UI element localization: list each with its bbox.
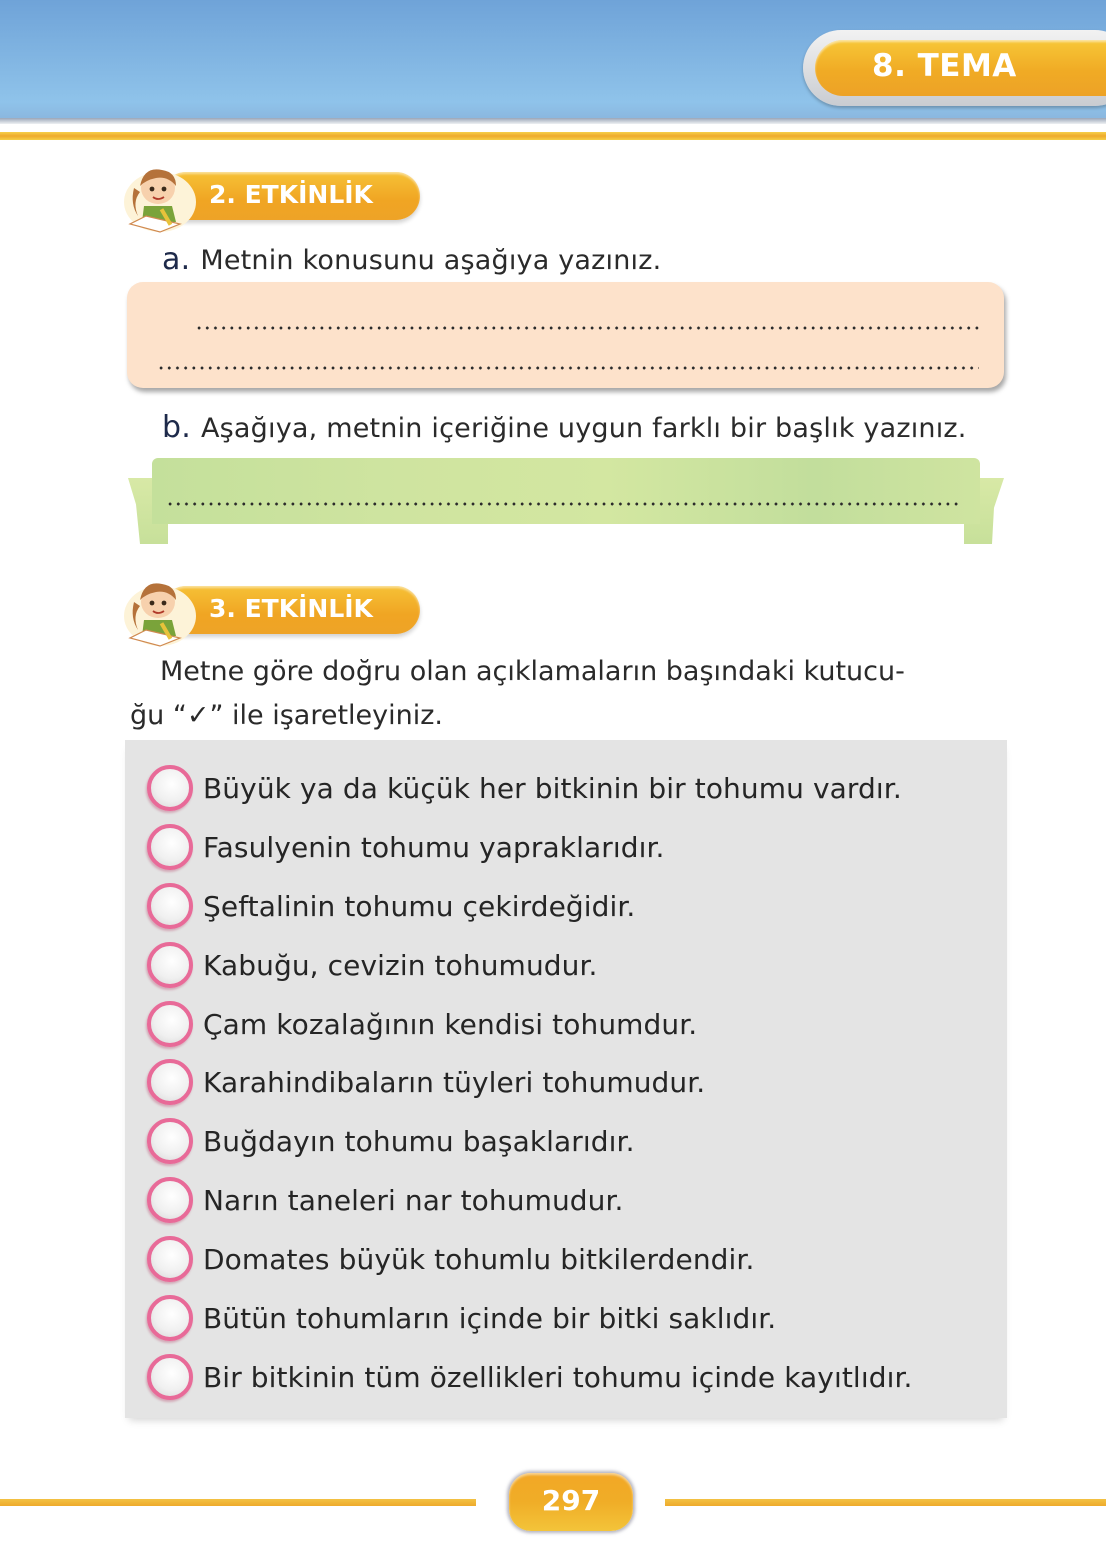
statement-text: Karahindibaların tüyleri tohumudur. [203,1065,706,1099]
statement-text: Şeftalinin tohumu çekirdeğidir. [203,889,636,923]
statement-item[interactable] [147,1000,697,1048]
theme-label: 8. TEMA [872,48,1017,84]
title-answer-ribbon[interactable] [152,458,980,524]
question-a-letter: a. [162,242,191,277]
statement-text: Fasulyenin tohumu yapraklarıdır. [203,830,665,864]
question-b-text: Aşağıya, metnin içeriğine uygun farklı bir başlık yazınız. [200,413,967,444]
statement-item[interactable] [147,1176,624,1224]
activity-3-label: 3. ETKİNLİK [209,594,373,623]
instruction-line-1: Metne göre doğru olan açıklamaların başındaki kutucu- [160,656,905,687]
statement-item[interactable] [147,764,902,812]
activity-2-label: 2. ETKİNLİK [209,180,373,209]
instruction-line-2-pre: ğu “ [130,700,187,731]
checkbox-circle-icon[interactable] [147,942,193,988]
activity-3-instruction [130,650,1010,738]
header-divider-line [0,132,1106,140]
answer-line-1[interactable] [195,326,979,330]
statement-item[interactable] [147,1294,776,1342]
statement-text: Domates büyük tohumlu bitkilerdendir. [203,1242,755,1276]
girl-writing-mascot-icon [120,158,200,238]
checkbox-circle-icon[interactable] [147,883,193,929]
checkbox-circle-icon[interactable] [147,1354,193,1400]
page-number: 297 [541,1484,601,1517]
instruction-line-2-post: ” ile işaretleyiniz. [209,700,444,731]
statement-text: Narın taneleri nar tohumudur. [203,1183,624,1217]
question-b [162,410,967,445]
answer-line-2[interactable] [157,366,979,370]
statement-item[interactable] [147,1235,754,1283]
statement-text: Bütün tohumların içinde bir bitki saklıdır. [203,1301,777,1335]
header-shadow [0,118,1106,124]
statement-text: Buğdayın tohumu başaklarıdır. [203,1124,635,1158]
statement-text: Çam kozalağının kendisi tohumdur. [203,1007,698,1041]
statement-item[interactable] [147,1117,635,1165]
checkbox-circle-icon[interactable] [147,824,193,870]
statement-item[interactable] [147,1353,913,1401]
checkbox-circle-icon[interactable] [147,1236,193,1282]
statement-item[interactable] [147,882,635,930]
footer-line-right [665,1499,1106,1506]
girl-writing-mascot-icon [120,572,200,652]
statement-item[interactable] [147,1058,705,1106]
checkmark-icon: ✓ [186,700,210,731]
question-b-letter: b. [162,410,191,445]
statement-text: Kabuğu, cevizin tohumudur. [203,948,598,982]
checkbox-circle-icon[interactable] [147,1059,193,1105]
checkbox-circle-icon[interactable] [147,1177,193,1223]
footer-line-left [0,1499,476,1506]
activity-3-badge [112,580,422,642]
checkbox-circle-icon[interactable] [147,1118,193,1164]
topic-answer-box[interactable] [127,282,1004,388]
statement-text: Bir bitkinin tüm özellikleri tohumu içinde kayıtlıdır. [203,1360,913,1394]
checkbox-circle-icon[interactable] [147,1295,193,1341]
answer-line-title[interactable] [166,502,960,506]
question-a-text: Metnin konusunu aşağıya yazınız. [200,245,662,276]
activity-2-badge [112,166,422,228]
checkbox-circle-icon[interactable] [147,1001,193,1047]
statement-item[interactable] [147,941,598,989]
statements-panel [125,740,1007,1418]
statement-item[interactable] [147,823,665,871]
question-a [162,242,661,277]
checkbox-circle-icon[interactable] [147,765,193,811]
statement-text: Büyük ya da küçük her bitkinin bir tohumu vardır. [203,771,902,805]
